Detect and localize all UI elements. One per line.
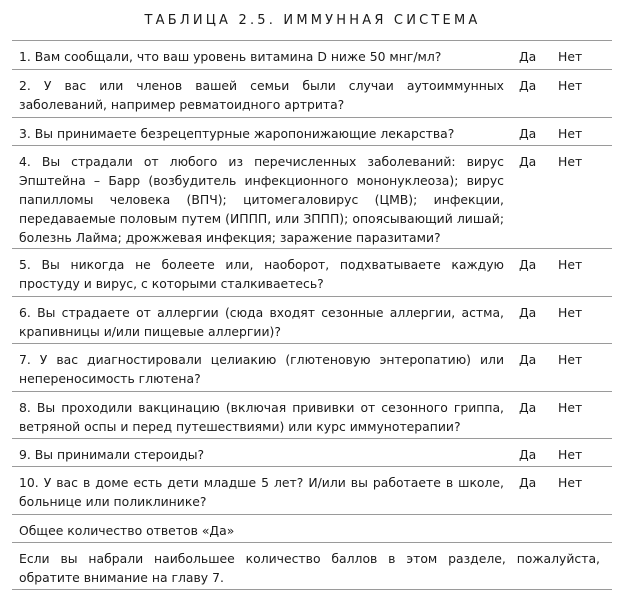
yes-option[interactable]: Да xyxy=(519,447,537,462)
question-text: 7. У вас диагностировали целиакию (глютеновую энтеропатию) или непереносимость глютена? xyxy=(19,352,504,386)
question-text: 3. Вы принимаете безрецептурные жаропонижающие лекарства? xyxy=(19,126,455,141)
yes-option[interactable]: Да xyxy=(519,126,537,141)
yes-option[interactable]: Да xyxy=(519,78,537,93)
question-text: 5. Вы никогда не болеете или, наоборот, подхватываете каждую простуду и вирус, с которыми сталкиваетесь? xyxy=(19,257,504,291)
question-text: 1. Вам сообщали, что ваш уровень витамина D ниже 50 мнг/мл? xyxy=(19,49,442,64)
yes-option[interactable]: Да xyxy=(519,49,537,64)
question-text: 8. Вы проходили вакцинацию (включая прививки от сезонного гриппа, ветряной оспы и перед путешествиями) или курс иммунотерапии? xyxy=(19,400,504,434)
yes-option[interactable]: Да xyxy=(519,305,537,320)
questionnaire-table xyxy=(12,40,612,590)
no-option[interactable]: Нет xyxy=(558,49,583,64)
no-option[interactable]: Нет xyxy=(558,126,583,141)
no-option[interactable]: Нет xyxy=(558,447,583,462)
yes-option[interactable]: Да xyxy=(519,154,537,169)
no-option[interactable]: Нет xyxy=(558,78,583,93)
question-text: 10. У вас в доме есть дети младше 5 лет? И/или вы работаете в школе, больнице или поликлинике? xyxy=(19,475,504,509)
no-option[interactable]: Нет xyxy=(558,305,583,320)
question-text: 9. Вы принимали стероиды? xyxy=(19,447,205,462)
question-row-10 xyxy=(12,467,612,515)
question-row-4 xyxy=(12,146,612,249)
question-row-6 xyxy=(12,297,612,344)
note-text: Если вы набрали наибольшее количество баллов в этом разделе, пожалуйста, обратите внимание на главу 7. xyxy=(19,551,600,585)
question-text: 4. Вы страдали от любого из перечисленных заболеваний: вирус Эпштейна – Барр (возбудитель инфекционного мононуклеоза); вирус папилломы человека (ВПЧ); цитомегаловирус (ЦМВ); инфекции, передаваемые половым путем (ИППП, или ЗППП); опоясывающий лишай; болезнь Лайма; дрожжевая инфекция; заражение паразитами? xyxy=(19,154,504,245)
yes-option[interactable]: Да xyxy=(519,475,537,490)
note-row xyxy=(12,543,612,590)
question-row-5 xyxy=(12,249,612,297)
yes-option[interactable]: Да xyxy=(519,352,537,367)
question-row-2 xyxy=(12,70,612,118)
question-text: 2. У вас или членов вашей семьи были случаи аутоиммунных заболеваний, например ревматоидного артрита? xyxy=(19,78,504,112)
no-option[interactable]: Нет xyxy=(558,257,583,272)
total-row xyxy=(12,515,612,543)
question-row-9 xyxy=(12,439,612,467)
table-title: ТАБЛИЦА 2.5. ИММУННАЯ СИСТЕМА xyxy=(144,13,481,28)
question-row-7 xyxy=(12,344,612,392)
question-text: 6. Вы страдаете от аллергии (сюда входят сезонные аллергии, астма, крапивницы и/или пищевые аллергии)? xyxy=(19,305,504,339)
no-option[interactable]: Нет xyxy=(558,352,583,367)
question-row-8 xyxy=(12,392,612,439)
no-option[interactable]: Нет xyxy=(558,154,583,169)
yes-option[interactable]: Да xyxy=(519,257,537,272)
yes-option[interactable]: Да xyxy=(519,400,537,415)
question-row-1 xyxy=(12,41,612,70)
question-row-3 xyxy=(12,118,612,146)
no-option[interactable]: Нет xyxy=(558,400,583,415)
total-label: Общее количество ответов «Да» xyxy=(19,523,235,538)
no-option[interactable]: Нет xyxy=(558,475,583,490)
